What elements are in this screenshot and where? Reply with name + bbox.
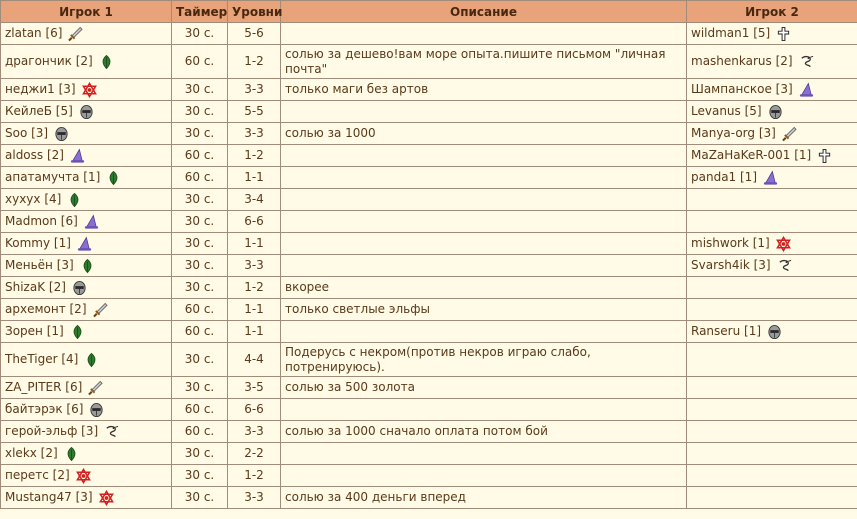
description-cell xyxy=(281,23,687,45)
hexagram-icon xyxy=(76,468,91,484)
skull-helmet-icon xyxy=(767,324,782,340)
description-cell: Подерусь с некром(против некров играю слабо, потренируюсь). xyxy=(281,343,687,377)
player2-cell xyxy=(687,487,857,509)
timer-cell: 30 с. xyxy=(172,101,228,123)
sword-icon xyxy=(68,26,83,42)
header-levels: Уровни xyxy=(228,1,281,23)
skull-helmet-icon xyxy=(79,104,94,120)
skull-helmet-icon xyxy=(54,126,69,142)
player2-cell xyxy=(687,299,857,321)
player1-name[interactable]: Madmon [6] xyxy=(5,214,78,228)
player2-cell xyxy=(687,167,857,189)
timer-cell: 30 с. xyxy=(172,123,228,145)
table-row xyxy=(1,101,857,123)
player1-name[interactable]: Soo [3] xyxy=(5,126,49,140)
player2-name[interactable]: Шампанское [3] xyxy=(691,82,793,96)
header-player2: Игрок 2 xyxy=(687,1,857,23)
table-row xyxy=(1,167,857,189)
player1-name[interactable]: хухух [4] xyxy=(5,192,62,206)
levels-cell: 3-5 xyxy=(228,377,281,399)
table-row xyxy=(1,321,857,343)
timer-cell: 30 с. xyxy=(172,487,228,509)
levels-cell: 3-4 xyxy=(228,189,281,211)
hexagram-icon xyxy=(99,490,114,506)
description-cell: солью за 400 деньги вперед xyxy=(281,487,687,509)
timer-cell: 30 с. xyxy=(172,255,228,277)
player2-cell xyxy=(687,421,857,443)
player1-name[interactable]: перетс [2] xyxy=(5,468,70,482)
player2-cell xyxy=(687,377,857,399)
player2-name[interactable]: MaZaHaKeR-001 [1] xyxy=(691,148,812,162)
player2-cell xyxy=(687,255,857,277)
wizard-hat-icon xyxy=(70,148,85,164)
player1-cell xyxy=(1,399,172,421)
player1-name[interactable]: ShizaK [2] xyxy=(5,280,66,294)
levels-cell: 5-6 xyxy=(228,23,281,45)
table-header-row xyxy=(1,1,857,23)
levels-cell: 3-3 xyxy=(228,487,281,509)
table-row xyxy=(1,123,857,145)
player1-name[interactable]: Зорен [1] xyxy=(5,324,64,338)
levels-cell: 5-5 xyxy=(228,101,281,123)
description-cell xyxy=(281,211,687,233)
player1-cell xyxy=(1,465,172,487)
description-cell: только маги без артов xyxy=(281,79,687,101)
wizard-hat-icon xyxy=(763,170,778,186)
description-cell xyxy=(281,233,687,255)
player2-name[interactable]: mashenkarus [2] xyxy=(691,54,793,68)
player2-name[interactable]: mishwork [1] xyxy=(691,236,770,250)
skull-helmet-icon xyxy=(768,104,783,120)
table-row xyxy=(1,79,857,101)
description-cell: солью за 500 золота xyxy=(281,377,687,399)
player2-cell xyxy=(687,45,857,79)
leaf-icon xyxy=(80,258,95,274)
player1-cell xyxy=(1,45,172,79)
player2-name[interactable]: Svarsh4ik [3] xyxy=(691,258,771,272)
player2-cell xyxy=(687,101,857,123)
levels-cell: 1-1 xyxy=(228,167,281,189)
hexagram-icon xyxy=(776,236,791,252)
player2-cell xyxy=(687,465,857,487)
timer-cell: 30 с. xyxy=(172,465,228,487)
player1-name[interactable]: ZA_PITER [6] xyxy=(5,380,83,394)
wizard-hat-icon xyxy=(77,236,92,252)
levels-cell: 1-1 xyxy=(228,321,281,343)
hexagram-icon xyxy=(82,82,97,98)
timer-cell: 30 с. xyxy=(172,443,228,465)
player2-cell xyxy=(687,211,857,233)
table-row xyxy=(1,377,857,399)
player1-name[interactable]: Kommy [1] xyxy=(5,236,71,250)
timer-cell: 60 с. xyxy=(172,299,228,321)
player2-cell xyxy=(687,343,857,377)
table-row xyxy=(1,45,857,79)
player2-cell xyxy=(687,233,857,255)
player1-cell xyxy=(1,421,172,443)
player1-name[interactable]: Mustang47 [3] xyxy=(5,490,93,504)
description-cell: солью за 1000 сначало оплата потом бой xyxy=(281,421,687,443)
levels-cell: 1-1 xyxy=(228,233,281,255)
player1-cell xyxy=(1,299,172,321)
levels-cell: 4-4 xyxy=(228,343,281,377)
leaf-icon xyxy=(64,446,79,462)
player1-name[interactable]: байтэрэк [6] xyxy=(5,402,84,416)
description-cell xyxy=(281,443,687,465)
player2-name[interactable]: panda1 [1] xyxy=(691,170,757,184)
player1-cell xyxy=(1,23,172,45)
table-row xyxy=(1,23,857,45)
description-cell xyxy=(281,465,687,487)
player1-cell xyxy=(1,487,172,509)
timer-cell: 30 с. xyxy=(172,211,228,233)
description-cell: солью за 1000 xyxy=(281,123,687,145)
timer-cell: 30 с. xyxy=(172,377,228,399)
table-row xyxy=(1,233,857,255)
player1-name[interactable]: драгончик [2] xyxy=(5,54,93,68)
player1-cell xyxy=(1,167,172,189)
cross-icon xyxy=(776,26,791,42)
description-cell xyxy=(281,101,687,123)
timer-cell: 60 с. xyxy=(172,421,228,443)
levels-cell: 1-2 xyxy=(228,45,281,79)
levels-cell: 6-6 xyxy=(228,211,281,233)
player1-cell xyxy=(1,233,172,255)
timer-cell: 60 с. xyxy=(172,167,228,189)
description-cell xyxy=(281,189,687,211)
levels-cell: 3-3 xyxy=(228,421,281,443)
table-row xyxy=(1,343,857,377)
levels-cell: 1-2 xyxy=(228,465,281,487)
sword-icon xyxy=(88,380,103,396)
sword-icon xyxy=(93,302,108,318)
cross-icon xyxy=(817,148,832,164)
table-row xyxy=(1,299,857,321)
player2-name[interactable]: wildman1 [5] xyxy=(691,26,771,40)
description-cell: солью за дешево!вам море опыта.пишите письмом "личная почта" xyxy=(281,45,687,79)
player1-name[interactable]: Меньён [3] xyxy=(5,258,74,272)
timer-cell: 30 с. xyxy=(172,233,228,255)
player1-name[interactable]: zlatan [6] xyxy=(5,26,63,40)
player1-name[interactable]: неджи1 [3] xyxy=(5,82,76,96)
player2-name[interactable]: Manya-org [3] xyxy=(691,126,776,140)
levels-cell: 1-2 xyxy=(228,145,281,167)
player1-cell xyxy=(1,145,172,167)
wizard-hat-icon xyxy=(799,82,814,98)
timer-cell: 30 с. xyxy=(172,23,228,45)
levels-cell: 2-2 xyxy=(228,443,281,465)
player1-name[interactable]: герой-эльф [3] xyxy=(5,424,99,438)
table-row xyxy=(1,399,857,421)
levels-cell: 6-6 xyxy=(228,399,281,421)
player2-cell xyxy=(687,443,857,465)
timer-cell: 30 с. xyxy=(172,343,228,377)
table-row xyxy=(1,443,857,465)
sword-icon xyxy=(782,126,797,142)
dragon-icon xyxy=(777,258,792,274)
description-cell xyxy=(281,399,687,421)
levels-cell: 3-3 xyxy=(228,123,281,145)
description-cell xyxy=(281,167,687,189)
leaf-icon xyxy=(106,170,121,186)
description-cell: только светлые эльфы xyxy=(281,299,687,321)
player2-cell xyxy=(687,123,857,145)
player2-name[interactable]: Ranseru [1] xyxy=(691,324,762,338)
player2-cell xyxy=(687,145,857,167)
player2-cell xyxy=(687,321,857,343)
player1-cell xyxy=(1,443,172,465)
leaf-icon xyxy=(70,324,85,340)
player1-cell xyxy=(1,189,172,211)
player1-cell xyxy=(1,211,172,233)
table-row xyxy=(1,189,857,211)
timer-cell: 30 с. xyxy=(172,79,228,101)
player1-name[interactable]: TheTiger [4] xyxy=(5,352,79,366)
leaf-icon xyxy=(99,54,114,70)
levels-cell: 1-1 xyxy=(228,299,281,321)
dragon-icon xyxy=(799,54,814,70)
description-cell: вкорее xyxy=(281,277,687,299)
player1-cell xyxy=(1,123,172,145)
levels-cell: 1-2 xyxy=(228,277,281,299)
player2-cell xyxy=(687,277,857,299)
table-row xyxy=(1,255,857,277)
wizard-hat-icon xyxy=(84,214,99,230)
timer-cell: 60 с. xyxy=(172,321,228,343)
player1-cell xyxy=(1,79,172,101)
timer-cell: 60 с. xyxy=(172,145,228,167)
player1-name[interactable]: архемонт [2] xyxy=(5,302,87,316)
player1-cell xyxy=(1,343,172,377)
table-row xyxy=(1,465,857,487)
timer-cell: 60 с. xyxy=(172,45,228,79)
player1-cell xyxy=(1,277,172,299)
description-cell xyxy=(281,321,687,343)
player1-cell xyxy=(1,101,172,123)
player2-name[interactable]: Levanus [5] xyxy=(691,104,762,118)
timer-cell: 60 с. xyxy=(172,399,228,421)
table-row xyxy=(1,277,857,299)
player2-cell xyxy=(687,189,857,211)
description-cell xyxy=(281,255,687,277)
player1-cell xyxy=(1,321,172,343)
table-row xyxy=(1,145,857,167)
levels-cell: 3-3 xyxy=(228,255,281,277)
table-row xyxy=(1,487,857,509)
player1-cell xyxy=(1,255,172,277)
player1-cell xyxy=(1,377,172,399)
header-timer: Таймер xyxy=(172,1,228,23)
player2-cell xyxy=(687,399,857,421)
leaf-icon xyxy=(67,192,82,208)
table-row xyxy=(1,421,857,443)
player1-name[interactable]: КейлеБ [5] xyxy=(5,104,73,118)
header-player1: Игрок 1 xyxy=(1,1,172,23)
timer-cell: 30 с. xyxy=(172,189,228,211)
player1-name[interactable]: апатамучта [1] xyxy=(5,170,101,184)
player1-name[interactable]: xlekx [2] xyxy=(5,446,58,460)
timer-cell: 30 с. xyxy=(172,277,228,299)
skull-helmet-icon xyxy=(72,280,87,296)
player2-cell xyxy=(687,79,857,101)
player1-name[interactable]: aldoss [2] xyxy=(5,148,64,162)
levels-cell: 3-3 xyxy=(228,79,281,101)
leaf-icon xyxy=(84,352,99,368)
description-cell xyxy=(281,145,687,167)
player2-cell xyxy=(687,23,857,45)
dragon-icon xyxy=(104,424,119,440)
header-description: Описание xyxy=(281,1,687,23)
skull-helmet-icon xyxy=(89,402,104,418)
table-row xyxy=(1,211,857,233)
